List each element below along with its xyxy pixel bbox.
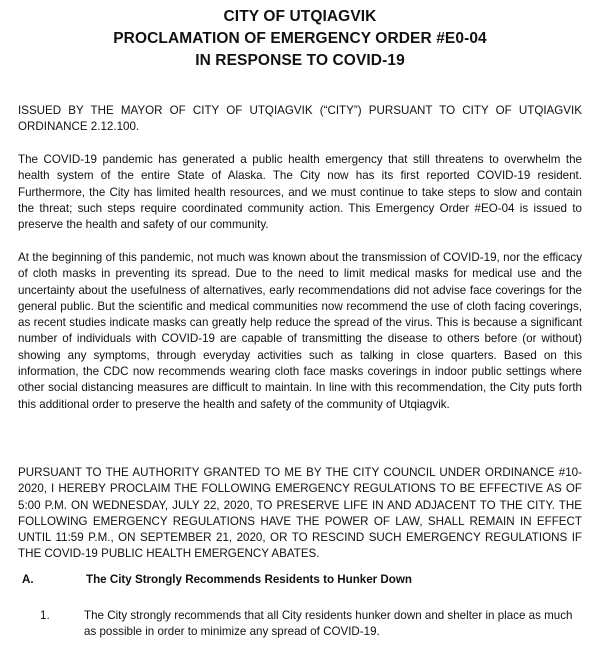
title-proclamation: PROCLAMATION OF EMERGENCY ORDER #E0-04 — [113, 30, 487, 47]
section-a-title: The City Strongly Recommends Residents to Hunker Down — [86, 573, 412, 586]
mask-background-paragraph: At the beginning of this pandemic, not much was known about the transmission of COVID-19, nor the efficacy of cloth masks in preventing its spread. Due to the need to limit medical masks for medical use and the uncertainty about the usefulness of alternatives, early recommendations did not advise face coverings for the general public. But the scientific and medical communities now recommend the use of cloth facing coverings, as recent studies indicate masks can greatly help reduce the spread of the virus. This is because a significant number of individuals with COVID-19 are capable of transmitting the disease to others before (or without) showing any symptoms, through everyday activities such as talking in close quarters. Based on this information, the CDC now recommends wearing cloth face masks coverings in indoor public settings where other social distancing measures are difficult to maintain. In line with this recommendation, the City puts forth this additional order to preserve the health and safety of the community of Utqiagvik. — [18, 251, 582, 411]
item-number: 1. — [40, 609, 50, 622]
title-city: CITY OF UTQIAGVIK — [223, 8, 377, 25]
section-a-letter: A. — [22, 573, 34, 586]
document-title-block — [0, 6, 600, 72]
item-text: The City strongly recommends that all City residents hunker down and shelter in place as much as possible in order to minimize any spread of COVID-19. — [84, 609, 573, 639]
section-a-heading — [22, 572, 582, 588]
pandemic-paragraph: The COVID-19 pandemic has generated a public health emergency that still threatens to overwhelm the health system of the entire State of Alaska. The City now has its first reported COVID-19 resident. Furthermore, the City has limited health resources, and we must continue to take steps to slow and contain the threat; such steps require coordinated community action. This Emergency Order #EO-04 is issued to preserve the health and safety of our community. — [18, 153, 582, 232]
title-response: IN RESPONSE TO COVID-19 — [195, 52, 405, 69]
pursuant-authority-paragraph: PURSUANT TO THE AUTHORITY GRANTED TO ME BY THE CITY COUNCIL UNDER ORDINANCE #10-2020, I HEREBY PROCLAIM THE FOLLOWING EMERGENCY REGULATIONS TO BE EFFECTIVE AS OF 5:00 P.M. ON WEDNESDAY, JULY 22, 2020, TO PRESERVE LIFE IN AND ADJACENT TO THE CITY. THE FOLLOWING EMERGENCY REGULATIONS HAVE THE POWER OF LAW, SHALL REMAIN IN EFFECT UNTIL 11:59 P.M., ON SEPTEMBER 21, 2020, OR TO RESCIND SUCH EMERGENCY REGULATIONS IF THE COVID-19 PUBLIC HEALTH EMERGENCY ABATES. — [18, 466, 582, 561]
issued-by-paragraph: ISSUED BY THE MAYOR OF CITY OF UTQIAGVIK (“CITY”) PURSUANT TO CITY OF UTQIAGVIK ORDINANCE 2.12.100. — [18, 104, 582, 134]
